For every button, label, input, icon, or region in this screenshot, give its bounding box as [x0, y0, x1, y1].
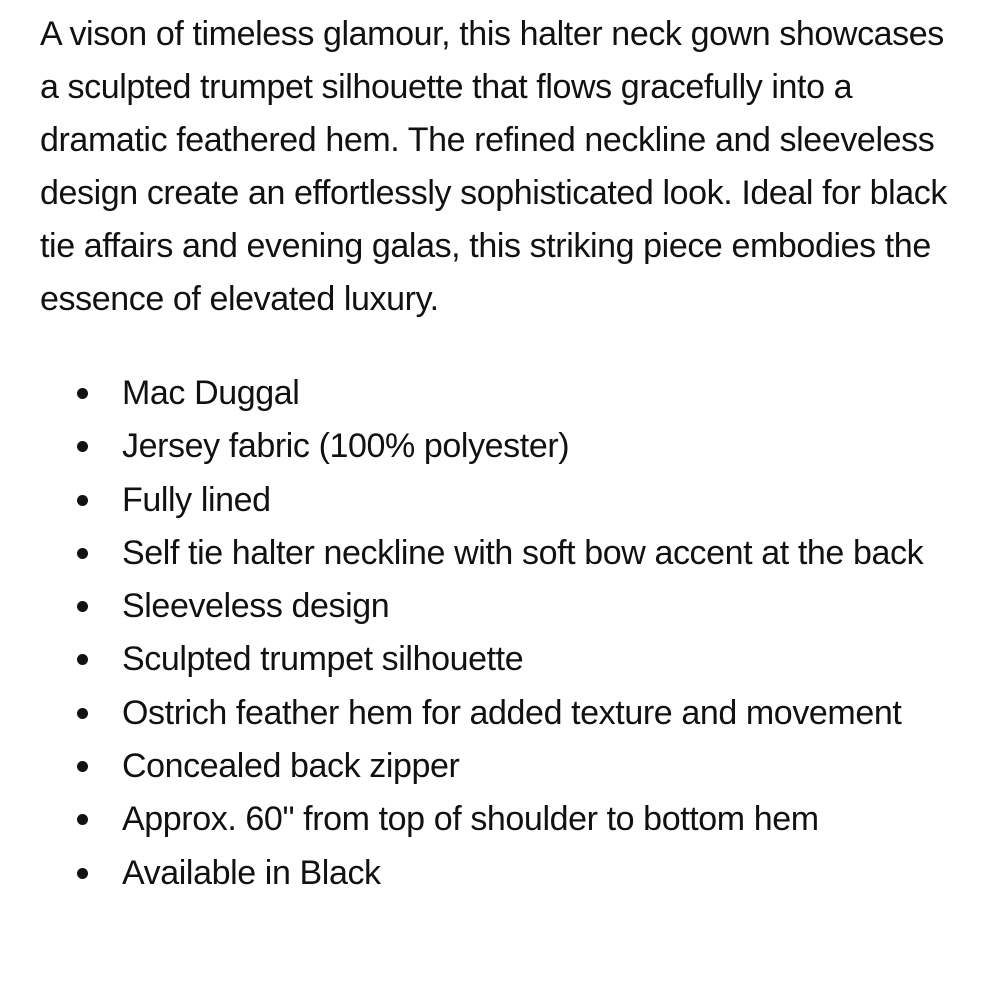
feature-item — [40, 367, 970, 420]
feature-item — [40, 474, 970, 527]
product-description: A vison of timeless glamour, this halter neck gown showcases a sculpted trumpet silhouette that flows gracefully into a dramatic feathered hem. The refined neckline and sleeveless design create an effortlessly sophisticated look. Ideal for black tie affairs and evening galas, this striking piece embodies the essence of elevated luxury. — [40, 15, 948, 318]
feature-text: Sculpted trumpet silhouette — [122, 640, 524, 679]
feature-item — [40, 527, 970, 580]
feature-text: Sleeveless design — [122, 587, 390, 626]
bullet-icon — [77, 708, 88, 719]
feature-item — [40, 740, 970, 793]
feature-text: Concealed back zipper — [122, 747, 460, 786]
feature-text: Ostrich feather hem for added texture and movement — [122, 693, 902, 732]
bullet-icon — [77, 441, 88, 452]
feature-list — [40, 367, 970, 900]
product-details — [40, 8, 970, 900]
feature-item — [40, 847, 970, 900]
feature-text: Jersey fabric (100% polyester) — [122, 427, 570, 466]
feature-item — [40, 420, 970, 473]
feature-text: Fully lined — [122, 480, 271, 519]
feature-item — [40, 687, 970, 740]
bullet-icon — [77, 761, 88, 772]
bullet-icon — [77, 548, 88, 559]
feature-item — [40, 793, 970, 846]
bullet-icon — [77, 868, 88, 879]
bullet-icon — [77, 814, 88, 825]
bullet-icon — [77, 601, 88, 612]
feature-text: Self tie halter neckline with soft bow accent at the back — [122, 533, 924, 572]
feature-text: Approx. 60" from top of shoulder to bottom hem — [122, 800, 819, 839]
bullet-icon — [77, 388, 88, 399]
bullet-icon — [77, 654, 88, 665]
feature-text: Available in Black — [122, 853, 381, 892]
feature-item — [40, 633, 970, 686]
bullet-icon — [77, 495, 88, 506]
feature-text: Mac Duggal — [122, 374, 300, 412]
feature-item — [40, 580, 970, 633]
